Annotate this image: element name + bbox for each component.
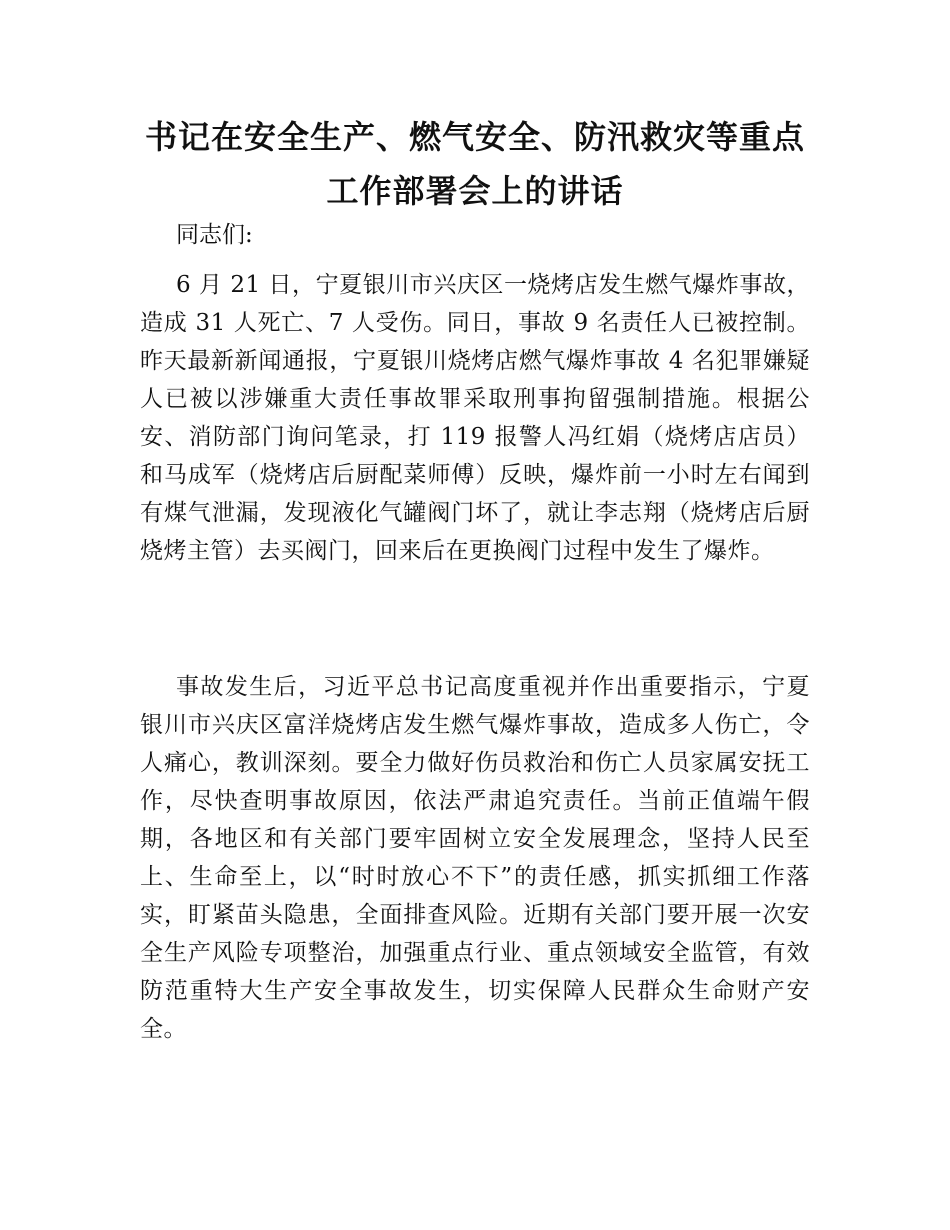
paragraph-2: 事故发生后，习近平总书记高度重视并作出重要指示，宁夏银川市兴庆区富洋烧烤店发生燃气爆炸事故，造成多人伤亡，令人痛心，教训深刻。要全力做好伤员救治和伤亡人员家属安抚工作，尽快查明事故原因，依法严肃追究责任。当前正值端午假期，各地区和有关部门要牢固树立安全发展理念，坚持人民至上、生命至上，以“时时放心不下”的责任感，抓实抓细工作落实，盯紧苗头隐患，全面排查风险。近期有关部门要开展一次安全生产风险专项整治，加强重点行业、重点领域安全监管，有效防范重特大生产安全事故发生，切实保障人民群众生命财产安全。 xyxy=(140,674,810,1042)
document-title xyxy=(120,110,830,218)
paragraph-1: 6 月 21 日，宁夏银川市兴庆区一烧烤店发生燃气爆炸事故，造成 31 人死亡、7 人受伤。同日，事故 9 名责任人已被控制。昨天最新新闻通报，宁夏银川烧烤店燃气爆炸事故 4 名犯罪嫌疑人已被以涉嫌重大责任事故罪采取刑事拘留强制措施。根据公安、消防部门询问笔录，打 119 报警人冯红娟（烧烤店店员）和马成军（烧烤店后厨配菜师傅）反映，爆炸前一小时左右闻到有煤气泄漏，发现液化气罐阀门坏了，就让李志翔（烧烤店后厨烧烤主管）去买阀门，回来后在更换阀门过程中发生了爆炸。 xyxy=(140,272,810,564)
title-line-2: 工作部署会上的讲话 xyxy=(326,172,624,210)
title-line-1: 书记在安全生产、燃气安全、防汛救灾等重点 xyxy=(144,118,805,156)
salutation: 同志们: xyxy=(176,222,253,248)
